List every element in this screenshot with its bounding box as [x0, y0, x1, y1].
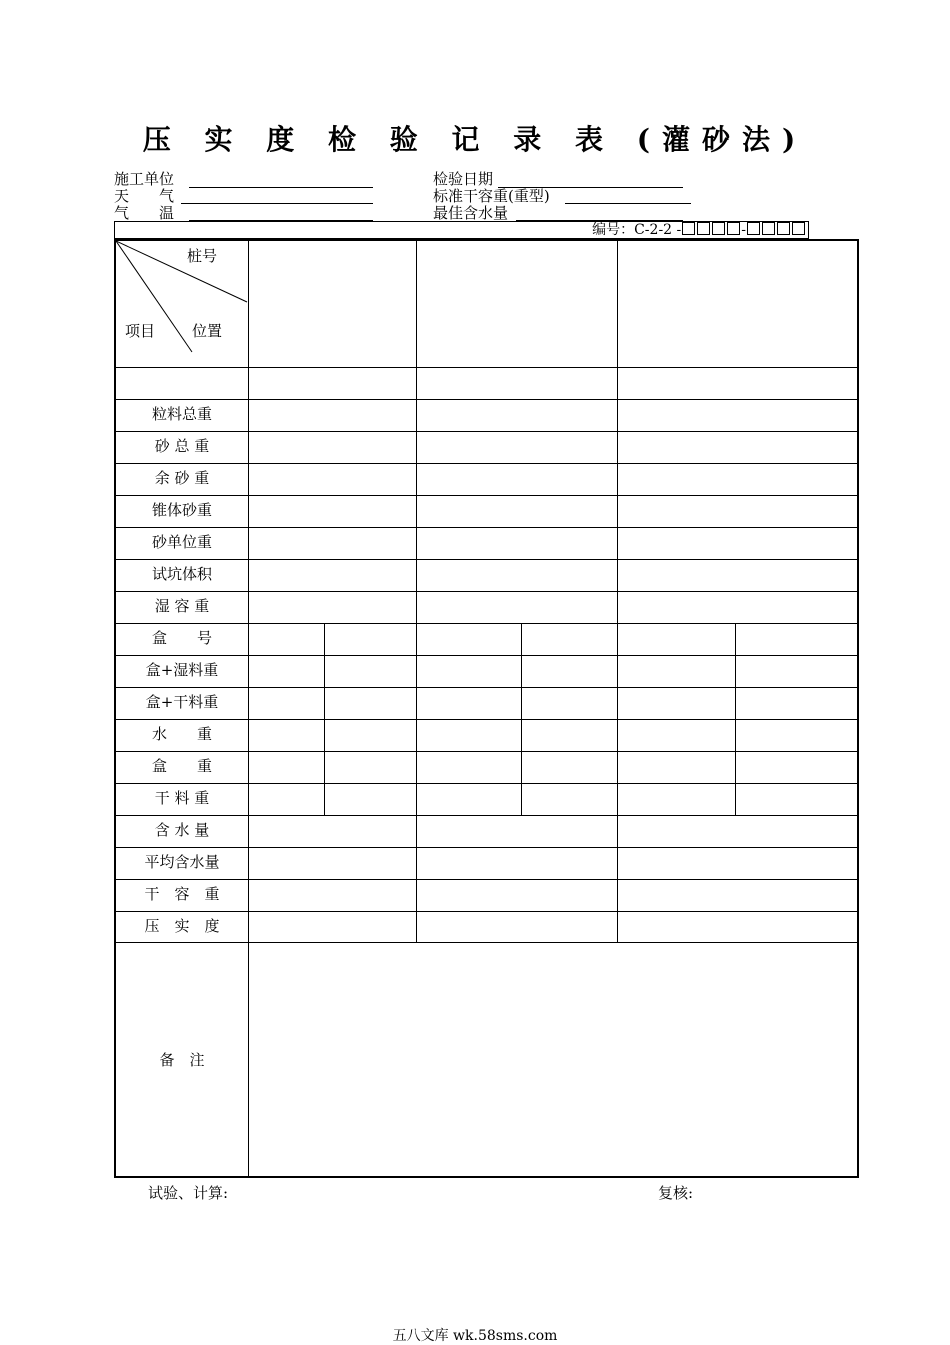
row-label: 试坑体积	[151, 565, 212, 583]
watermark: 五八文库 wk.58sms.com	[392, 1328, 558, 1344]
row-label: 余 砂 重	[154, 469, 210, 487]
row-label: 干 料 重	[154, 789, 210, 807]
number-box[interactable]	[712, 222, 725, 235]
row-label: 盒 号	[151, 629, 212, 647]
sub-column-divider	[735, 623, 736, 815]
row-label: 湿 容 重	[154, 597, 210, 615]
column-divider	[416, 241, 417, 942]
standard-density-label: 标准干容重(重型)	[433, 187, 550, 205]
number-box[interactable]	[697, 222, 710, 235]
optimum-moisture-label: 最佳含水量	[433, 204, 509, 222]
diagonal-header-lines	[116, 241, 248, 367]
number-box[interactable]	[762, 222, 775, 235]
number-box[interactable]	[747, 222, 760, 235]
row-label: 盒+干料重	[145, 693, 219, 711]
row-label: 砂 总 重	[154, 437, 210, 455]
standard-density-field[interactable]	[565, 203, 691, 204]
construction-unit-label: 施工单位	[114, 170, 175, 188]
number-box[interactable]	[682, 222, 695, 235]
tester-label: 试验、计算:	[148, 1184, 229, 1202]
row-label: 水 重	[151, 725, 212, 743]
column-divider	[617, 241, 618, 942]
sub-column-divider	[521, 623, 522, 815]
number-box[interactable]	[777, 222, 790, 235]
row-label: 干 容 重	[144, 885, 220, 903]
construction-unit-field[interactable]	[189, 187, 373, 188]
row-label: 锥体砂重	[151, 501, 212, 519]
page-title: 压 实 度 检 验 记 录 表 (灌砂法)	[142, 123, 808, 156]
row-divider	[116, 367, 857, 368]
number-box[interactable]	[727, 222, 740, 235]
weather-field[interactable]	[181, 203, 373, 204]
row-label: 砂单位重	[151, 533, 212, 551]
number-separator: -	[741, 222, 746, 238]
weather-label: 天 气	[114, 187, 175, 205]
remarks-label: 备 注	[159, 1051, 205, 1069]
item-label: 项目	[125, 322, 156, 340]
position-label: 位置	[192, 322, 223, 340]
column-divider	[248, 241, 249, 1176]
temperature-label: 气 温	[114, 204, 175, 222]
row-label: 盒 重	[151, 757, 212, 775]
sub-column-divider	[324, 623, 325, 815]
record-number-label: 编号：C-2-2 -	[592, 222, 682, 238]
pile-number-label: 桩号	[187, 247, 218, 265]
reviewer-label: 复核:	[658, 1184, 694, 1202]
number-bar	[114, 221, 809, 239]
test-date-label: 检验日期	[433, 170, 494, 188]
row-label: 粒料总重	[151, 405, 212, 423]
row-label: 盒+湿料重	[145, 661, 219, 679]
row-label: 平均含水量	[144, 853, 220, 871]
row-divider	[116, 942, 857, 943]
row-label: 含 水 量	[154, 821, 210, 839]
record-number	[592, 222, 806, 239]
row-label: 压 实 度	[144, 917, 220, 935]
number-box[interactable]	[792, 222, 805, 235]
